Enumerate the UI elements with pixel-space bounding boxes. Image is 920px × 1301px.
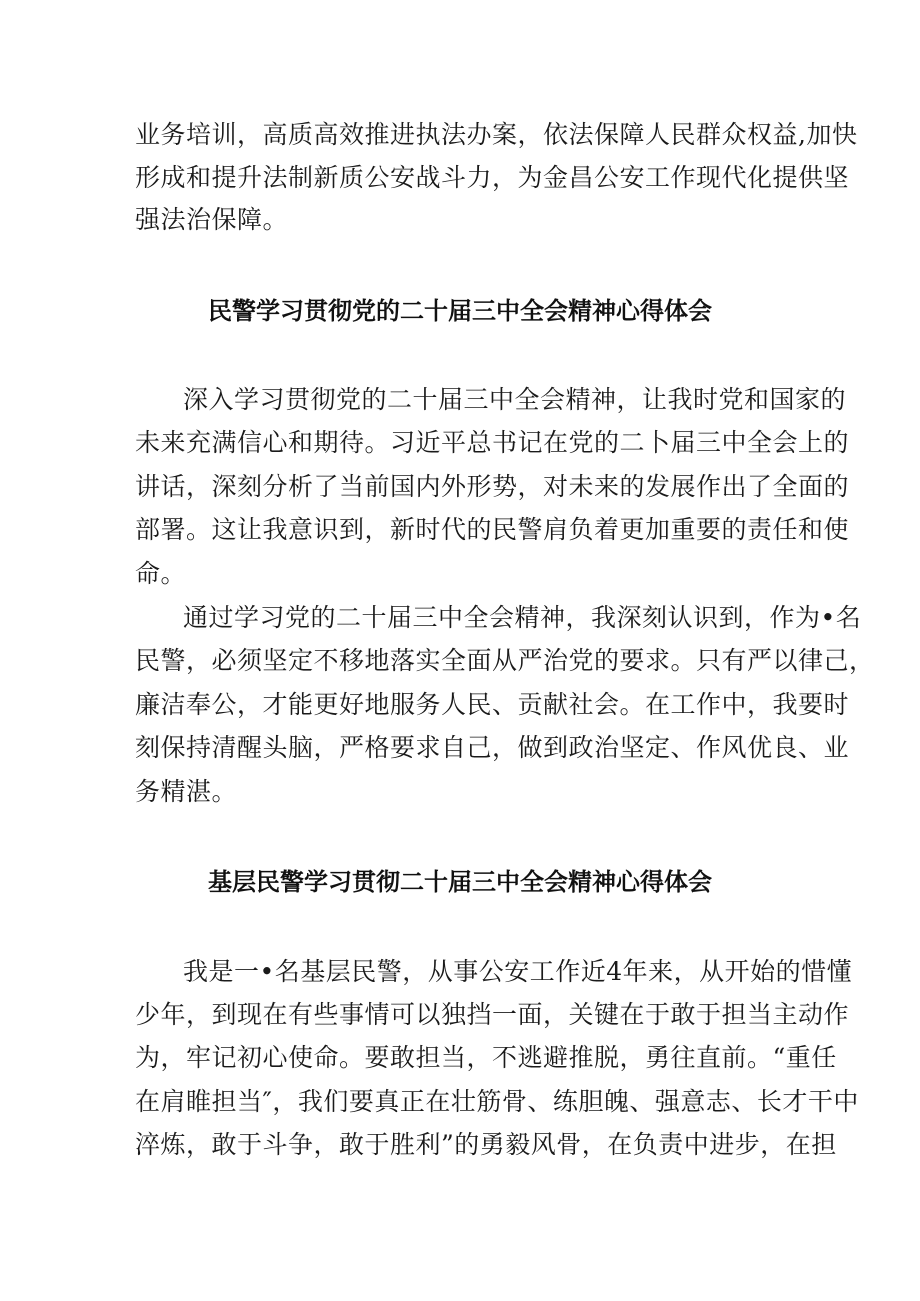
section1-para1-line-2: 未来充满信心和期待。习近平总书记在党的二卜届三中全会上的 [135,428,850,457]
section1-para2-line-3: 廉洁奉公，才能更好地服务人民、贡献社会。在工作中，我要时 [135,690,850,719]
section1-para1-line-5: 命。 [135,559,187,588]
section2-para1-line-1: 我是一•名基层民警，从事公安工作近4年来，从开始的惜懂 [183,957,853,986]
intro-line-3: 强法治保障。 [135,205,289,234]
section1-title: 民警学习贯彻党的二十届三中全会精神心得体会 [208,297,712,325]
section2-para1-line-4: 在肩睢担当″，我们要真正在壮筋骨、练胆魄、强意志、长才干中 [135,1087,859,1116]
section1-para2-line-5: 务精湛。 [135,777,238,806]
section1-para1-line-4: 部署。这让我意识到，新时代的民警肩负着更加重要的责任和使 [135,515,850,544]
intro-line-1: 业务培训，高质高效推进执法办案，依法保障人民群众权益,加快 [135,120,858,149]
intro-line-2: 形成和提升法制新质公安战斗力，为金昌公安工作现代化提供坚 [135,163,850,192]
section1-para2-line-4: 刻保持清醒头脑，严格要求自己，做到政治坚定、作风优良、业 [135,733,850,762]
section2-para1-line-2: 少年，到现在有些事情可以独挡一面，关键在于敢于担当主动作 [135,1000,850,1029]
section1-para1-line-3: 讲话，深刻分析了当前国内外形势，对未来的发展作出了全面的 [135,472,850,501]
section1-para2-line-2: 民警，必须坚定不移地落实全面从严治党的要求。只有严以律己， [135,646,875,675]
section2-title: 基层民警学习贯彻二十届三中全会精神心得体会 [208,868,712,896]
section1-para2-line-1: 通过学习党的二十届三中全会精神，我深刻认识到，作为•名 [183,603,862,632]
section1-para1-line-1: 深入学习贯彻党的二十届三中全会精神，让我时党和国家的 [183,385,847,414]
section2-para1-line-5: 淬炼，敢于斗争，敢于胜利”的勇毅风骨，在负责中进步，在担 [135,1130,837,1159]
section2-para1-line-3: 为，牢记初心使命。要敢担当，不逃避推脱，勇往直前。“重任 [135,1043,837,1072]
